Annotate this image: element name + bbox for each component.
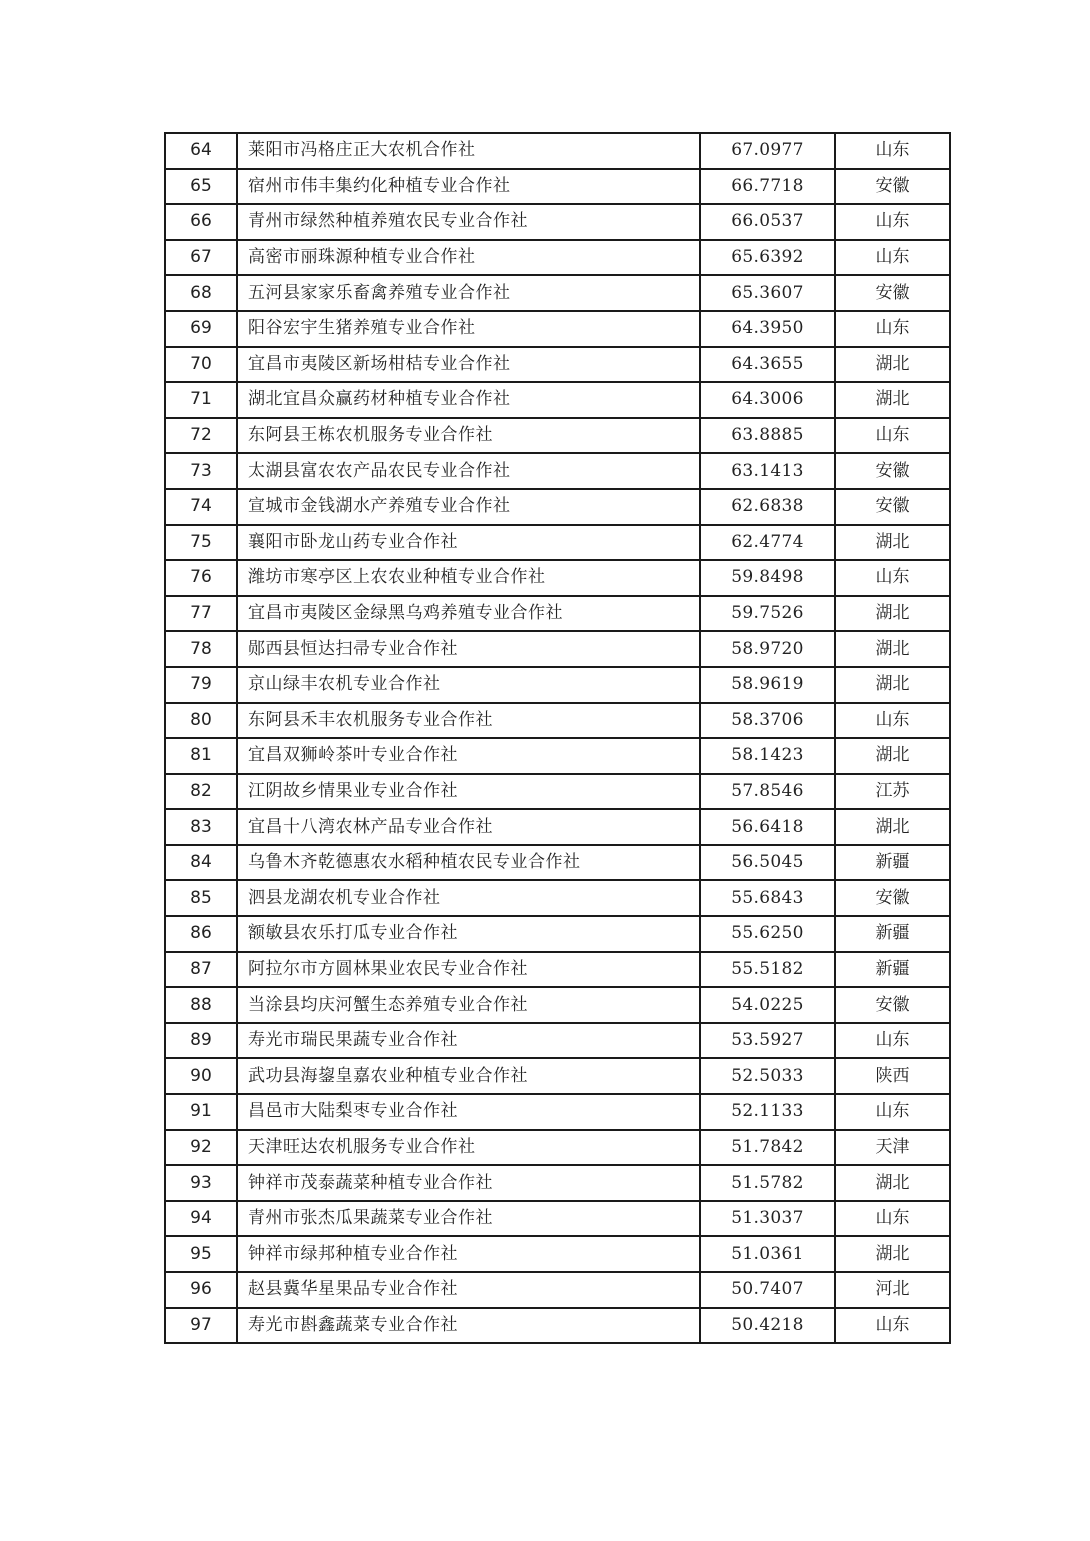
rank-cell: 80 bbox=[165, 703, 237, 739]
table-row bbox=[165, 880, 950, 916]
cooperative-name-cell: 郧西县恒达扫帚专业合作社 bbox=[237, 631, 700, 667]
cooperative-name-cell: 天津旺达农机服务专业合作社 bbox=[237, 1130, 700, 1166]
province-cell: 山东 bbox=[835, 1023, 950, 1059]
cooperative-name-cell: 太湖县富农农产品农民专业合作社 bbox=[237, 453, 700, 489]
table-row bbox=[165, 1130, 950, 1166]
province-cell: 湖北 bbox=[835, 631, 950, 667]
cooperative-name-cell: 当涂县均庆河蟹生态养殖专业合作社 bbox=[237, 987, 700, 1023]
cooperative-name-cell: 宜昌双狮岭茶叶专业合作社 bbox=[237, 738, 700, 774]
cooperative-name-cell: 江阴故乡情果业专业合作社 bbox=[237, 774, 700, 810]
province-cell: 山东 bbox=[835, 240, 950, 276]
rank-cell: 89 bbox=[165, 1023, 237, 1059]
score-cell: 50.4218 bbox=[700, 1308, 835, 1344]
province-cell: 山东 bbox=[835, 204, 950, 240]
rank-cell: 90 bbox=[165, 1058, 237, 1094]
rank-cell: 96 bbox=[165, 1272, 237, 1308]
table-row bbox=[165, 1165, 950, 1201]
table-row bbox=[165, 596, 950, 632]
cooperative-name-cell: 宣城市金钱湖水产养殖专业合作社 bbox=[237, 489, 700, 525]
table-row bbox=[165, 382, 950, 418]
cooperative-name-cell: 青州市绿然种植养殖农民专业合作社 bbox=[237, 204, 700, 240]
province-cell: 山东 bbox=[835, 703, 950, 739]
rank-cell: 77 bbox=[165, 596, 237, 632]
rank-cell: 92 bbox=[165, 1130, 237, 1166]
rank-cell: 85 bbox=[165, 880, 237, 916]
score-cell: 51.5782 bbox=[700, 1165, 835, 1201]
score-cell: 53.5927 bbox=[700, 1023, 835, 1059]
province-cell: 陕西 bbox=[835, 1058, 950, 1094]
province-cell: 山东 bbox=[835, 1201, 950, 1237]
table-row bbox=[165, 1308, 950, 1344]
table-row bbox=[165, 418, 950, 454]
province-cell: 湖北 bbox=[835, 1165, 950, 1201]
cooperative-name-cell: 五河县家家乐畜禽养殖专业合作社 bbox=[237, 275, 700, 311]
score-cell: 62.4774 bbox=[700, 525, 835, 561]
rank-cell: 91 bbox=[165, 1094, 237, 1130]
score-cell: 51.3037 bbox=[700, 1201, 835, 1237]
cooperative-name-cell: 莱阳市冯格庄正大农机合作社 bbox=[237, 133, 700, 169]
rank-cell: 75 bbox=[165, 525, 237, 561]
table-row bbox=[165, 1094, 950, 1130]
score-cell: 65.6392 bbox=[700, 240, 835, 276]
table-row bbox=[165, 916, 950, 952]
province-cell: 天津 bbox=[835, 1130, 950, 1166]
cooperative-name-cell: 宜昌市夷陵区金绿黑乌鸡养殖专业合作社 bbox=[237, 596, 700, 632]
score-cell: 64.3655 bbox=[700, 347, 835, 383]
table-row bbox=[165, 1236, 950, 1272]
score-cell: 58.1423 bbox=[700, 738, 835, 774]
score-cell: 59.8498 bbox=[700, 560, 835, 596]
province-cell: 湖北 bbox=[835, 809, 950, 845]
province-cell: 安徽 bbox=[835, 987, 950, 1023]
score-cell: 51.7842 bbox=[700, 1130, 835, 1166]
table-row bbox=[165, 845, 950, 881]
cooperative-ranking-table bbox=[164, 132, 951, 1344]
rank-cell: 94 bbox=[165, 1201, 237, 1237]
rank-cell: 67 bbox=[165, 240, 237, 276]
province-cell: 安徽 bbox=[835, 880, 950, 916]
score-cell: 55.5182 bbox=[700, 952, 835, 988]
table-row bbox=[165, 204, 950, 240]
province-cell: 新疆 bbox=[835, 916, 950, 952]
score-cell: 51.0361 bbox=[700, 1236, 835, 1272]
score-cell: 64.3950 bbox=[700, 311, 835, 347]
score-cell: 65.3607 bbox=[700, 275, 835, 311]
province-cell: 山东 bbox=[835, 1308, 950, 1344]
cooperative-name-cell: 宜昌市夷陵区新场柑桔专业合作社 bbox=[237, 347, 700, 383]
rank-cell: 95 bbox=[165, 1236, 237, 1272]
province-cell: 湖北 bbox=[835, 738, 950, 774]
table-row bbox=[165, 240, 950, 276]
score-cell: 52.1133 bbox=[700, 1094, 835, 1130]
province-cell: 山东 bbox=[835, 418, 950, 454]
table-row bbox=[165, 311, 950, 347]
table-body bbox=[165, 133, 950, 1343]
rank-cell: 70 bbox=[165, 347, 237, 383]
cooperative-name-cell: 襄阳市卧龙山药专业合作社 bbox=[237, 525, 700, 561]
score-cell: 67.0977 bbox=[700, 133, 835, 169]
province-cell: 安徽 bbox=[835, 275, 950, 311]
table-row bbox=[165, 809, 950, 845]
score-cell: 66.7718 bbox=[700, 169, 835, 205]
cooperative-name-cell: 寿光市斟鑫蔬菜专业合作社 bbox=[237, 1308, 700, 1344]
cooperative-name-cell: 昌邑市大陆梨枣专业合作社 bbox=[237, 1094, 700, 1130]
table-row bbox=[165, 703, 950, 739]
rank-cell: 88 bbox=[165, 987, 237, 1023]
province-cell: 安徽 bbox=[835, 453, 950, 489]
score-cell: 64.3006 bbox=[700, 382, 835, 418]
score-cell: 56.5045 bbox=[700, 845, 835, 881]
cooperative-name-cell: 东阿县王栋农机服务专业合作社 bbox=[237, 418, 700, 454]
table-row bbox=[165, 525, 950, 561]
cooperative-name-cell: 泗县龙湖农机专业合作社 bbox=[237, 880, 700, 916]
cooperative-name-cell: 青州市张杰瓜果蔬菜专业合作社 bbox=[237, 1201, 700, 1237]
province-cell: 湖北 bbox=[835, 525, 950, 561]
province-cell: 江苏 bbox=[835, 774, 950, 810]
rank-cell: 79 bbox=[165, 667, 237, 703]
table-row bbox=[165, 1272, 950, 1308]
score-cell: 57.8546 bbox=[700, 774, 835, 810]
table-row bbox=[165, 169, 950, 205]
table-row bbox=[165, 453, 950, 489]
table-row bbox=[165, 631, 950, 667]
table-row bbox=[165, 987, 950, 1023]
rank-cell: 73 bbox=[165, 453, 237, 489]
cooperative-name-cell: 乌鲁木齐乾德惠农水稻种植农民专业合作社 bbox=[237, 845, 700, 881]
table-row bbox=[165, 1023, 950, 1059]
cooperative-name-cell: 寿光市瑞民果蔬专业合作社 bbox=[237, 1023, 700, 1059]
table-row bbox=[165, 489, 950, 525]
score-cell: 58.3706 bbox=[700, 703, 835, 739]
score-cell: 59.7526 bbox=[700, 596, 835, 632]
cooperative-name-cell: 钟祥市茂泰蔬菜种植专业合作社 bbox=[237, 1165, 700, 1201]
score-cell: 52.5033 bbox=[700, 1058, 835, 1094]
score-cell: 55.6843 bbox=[700, 880, 835, 916]
province-cell: 湖北 bbox=[835, 1236, 950, 1272]
cooperative-name-cell: 钟祥市绿邦种植专业合作社 bbox=[237, 1236, 700, 1272]
table-row bbox=[165, 774, 950, 810]
table-row bbox=[165, 347, 950, 383]
province-cell: 山东 bbox=[835, 133, 950, 169]
cooperative-name-cell: 武功县海鋆皇嘉农业种植专业合作社 bbox=[237, 1058, 700, 1094]
cooperative-name-cell: 高密市丽珠源种植专业合作社 bbox=[237, 240, 700, 276]
province-cell: 新疆 bbox=[835, 845, 950, 881]
table-row bbox=[165, 560, 950, 596]
rank-cell: 82 bbox=[165, 774, 237, 810]
rank-cell: 93 bbox=[165, 1165, 237, 1201]
score-cell: 63.1413 bbox=[700, 453, 835, 489]
province-cell: 湖北 bbox=[835, 347, 950, 383]
cooperative-name-cell: 潍坊市寒亭区上农农业种植专业合作社 bbox=[237, 560, 700, 596]
score-cell: 58.9619 bbox=[700, 667, 835, 703]
table-row bbox=[165, 275, 950, 311]
rank-cell: 81 bbox=[165, 738, 237, 774]
rank-cell: 74 bbox=[165, 489, 237, 525]
cooperative-name-cell: 宜昌十八湾农林产品专业合作社 bbox=[237, 809, 700, 845]
rank-cell: 86 bbox=[165, 916, 237, 952]
cooperative-name-cell: 额敏县农乐打瓜专业合作社 bbox=[237, 916, 700, 952]
score-cell: 58.9720 bbox=[700, 631, 835, 667]
province-cell: 山东 bbox=[835, 560, 950, 596]
cooperative-name-cell: 阳谷宏宇生猪养殖专业合作社 bbox=[237, 311, 700, 347]
rank-cell: 83 bbox=[165, 809, 237, 845]
rank-cell: 97 bbox=[165, 1308, 237, 1344]
rank-cell: 65 bbox=[165, 169, 237, 205]
cooperative-name-cell: 阿拉尔市方圆林果业农民专业合作社 bbox=[237, 952, 700, 988]
province-cell: 山东 bbox=[835, 311, 950, 347]
score-cell: 63.8885 bbox=[700, 418, 835, 454]
province-cell: 山东 bbox=[835, 1094, 950, 1130]
rank-cell: 66 bbox=[165, 204, 237, 240]
table-row bbox=[165, 1201, 950, 1237]
province-cell: 湖北 bbox=[835, 382, 950, 418]
cooperative-name-cell: 东阿县禾丰农机服务专业合作社 bbox=[237, 703, 700, 739]
province-cell: 河北 bbox=[835, 1272, 950, 1308]
score-cell: 55.6250 bbox=[700, 916, 835, 952]
rank-cell: 69 bbox=[165, 311, 237, 347]
table-row bbox=[165, 133, 950, 169]
rank-cell: 87 bbox=[165, 952, 237, 988]
cooperative-name-cell: 宿州市伟丰集约化种植专业合作社 bbox=[237, 169, 700, 205]
table-row bbox=[165, 952, 950, 988]
rank-cell: 78 bbox=[165, 631, 237, 667]
rank-cell: 71 bbox=[165, 382, 237, 418]
cooperative-name-cell: 赵县冀华星果品专业合作社 bbox=[237, 1272, 700, 1308]
score-cell: 62.6838 bbox=[700, 489, 835, 525]
rank-cell: 64 bbox=[165, 133, 237, 169]
cooperative-name-cell: 湖北宜昌众赢药材种植专业合作社 bbox=[237, 382, 700, 418]
rank-cell: 76 bbox=[165, 560, 237, 596]
score-cell: 56.6418 bbox=[700, 809, 835, 845]
table-row bbox=[165, 738, 950, 774]
province-cell: 湖北 bbox=[835, 667, 950, 703]
province-cell: 安徽 bbox=[835, 169, 950, 205]
score-cell: 50.7407 bbox=[700, 1272, 835, 1308]
rank-cell: 84 bbox=[165, 845, 237, 881]
cooperative-name-cell: 京山绿丰农机专业合作社 bbox=[237, 667, 700, 703]
province-cell: 湖北 bbox=[835, 596, 950, 632]
province-cell: 新疆 bbox=[835, 952, 950, 988]
table-row bbox=[165, 1058, 950, 1094]
score-cell: 66.0537 bbox=[700, 204, 835, 240]
score-cell: 54.0225 bbox=[700, 987, 835, 1023]
table-row bbox=[165, 667, 950, 703]
rank-cell: 68 bbox=[165, 275, 237, 311]
province-cell: 安徽 bbox=[835, 489, 950, 525]
rank-cell: 72 bbox=[165, 418, 237, 454]
